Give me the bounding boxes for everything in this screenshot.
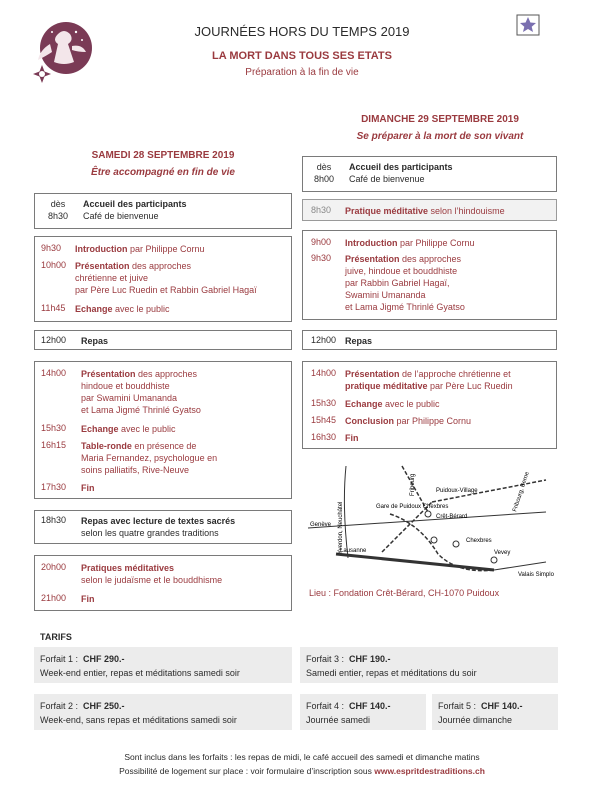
tarif-description: Week-end entier, repas et méditations samedi soir [40, 668, 240, 678]
event-detail: avec le public [112, 304, 170, 314]
event-subtitle: Café de bienvenue [349, 174, 425, 184]
tarif-forfait-2 [34, 694, 292, 730]
saturday-block-lunch [34, 330, 292, 350]
sunday-block-lunch [302, 330, 557, 350]
tarif-label: Forfait 2 : [40, 701, 79, 711]
map-label-cret: Crêt-Bérard [436, 514, 468, 520]
saturday-block-dinner [34, 510, 292, 544]
event-title: Pratique méditative [345, 206, 429, 216]
sunday-block-morning [302, 230, 557, 320]
event-title: Echange [81, 424, 119, 434]
event-title: Accueil des participants [83, 199, 187, 209]
tarif-price: CHF 140.- [349, 701, 391, 711]
event-detail: hindoue et bouddhiste [81, 381, 170, 391]
time-label: 15h45 [311, 415, 337, 425]
event-title: Présentation [345, 254, 400, 264]
location-map [306, 462, 554, 582]
sunday-theme: Se préparer à la mort de son vivant [356, 131, 524, 142]
time-label: 14h00 [311, 368, 337, 378]
time-label: 14h00 [41, 368, 67, 378]
event-title: Fin [81, 483, 95, 493]
time-label: dès [50, 199, 66, 209]
saturday-block-evening [34, 555, 292, 611]
event-detail: des approches [135, 369, 198, 379]
map-label-valais: Valais Simplon [518, 572, 554, 578]
event-title: Présentation [345, 369, 400, 379]
event-detail: par Swamini Umananda [81, 393, 178, 403]
time-label: 18h30 [41, 515, 67, 525]
sunday-date: DIMANCHE 29 SEPTEMBRE 2019 [361, 114, 519, 125]
time-label: 17h30 [41, 482, 67, 492]
event-title: Introduction [345, 238, 398, 248]
time-label: 8h00 [313, 174, 335, 184]
tarif-forfait-3 [300, 647, 558, 683]
event-title: Repas [81, 336, 109, 346]
map-label-yverdon: Yverdon, Neuchâtel [338, 501, 344, 554]
page-title: JOURNÉES HORS DU TEMPS 2019 [194, 24, 410, 39]
event-detail: par Père Luc Ruedin et Rabbin Gabriel Hagaï [75, 285, 257, 295]
map-label-geneve: Genève [310, 522, 332, 528]
event-detail: des approches [129, 261, 192, 271]
page-subtitle: LA MORT DANS TOUS SES ETATS [212, 50, 392, 62]
event-detail: et Lama Jigmé Thrinlé Gyatso [81, 405, 201, 415]
map-label-lausanne: Lausanne [340, 548, 367, 554]
event-title: Conclusion [345, 416, 394, 426]
event-title: pratique méditative [345, 381, 428, 391]
event-detail: et Lama Jigmé Thrinlé Gyatso [345, 302, 465, 312]
time-label: 8h30 [47, 211, 69, 221]
event-detail: Swamini Umananda [345, 290, 426, 300]
map-label-fribourg: Fribourg [410, 473, 416, 496]
tarif-label: Forfait 4 : [306, 701, 345, 711]
tarif-price: CHF 290.- [83, 654, 125, 664]
event-detail: par Père Luc Ruedin [427, 381, 513, 391]
map-label-vevey: Vevey [494, 550, 511, 556]
tarif-description: Samedi entier, repas et méditations du soir [306, 668, 477, 678]
footer-lodging-text: Possibilité de logement sur place : voir formulaire d’inscription sous [119, 766, 375, 776]
time-label: 21h00 [41, 593, 67, 603]
footer-note: Sont inclus dans les forfaits : les repas de midi, le café accueil des samedi et dimanche matins [124, 752, 480, 762]
event-title: Repas avec lecture de textes sacrés [81, 516, 236, 526]
time-label: dès [316, 162, 332, 172]
time-label: 12h00 [311, 335, 337, 345]
time-label: 12h00 [41, 335, 67, 345]
time-label: 9h30 [41, 243, 62, 253]
event-detail: avec le public [382, 399, 440, 409]
time-label: 16h30 [311, 432, 337, 442]
tarifs-heading: TARIFS [40, 632, 72, 642]
map-label-puidoux-village: Puidoux-Village [436, 488, 478, 494]
time-label: 8h30 [311, 205, 332, 215]
event-title: Accueil des participants [349, 162, 453, 172]
time-label: 9h30 [311, 253, 332, 263]
tarif-label: Forfait 3 : [306, 654, 345, 664]
event-detail: Maria Fernandez, psychologue en [81, 453, 218, 463]
event-title: Fin [81, 594, 95, 604]
time-label: 9h00 [311, 237, 332, 247]
time-label: 20h00 [41, 562, 67, 572]
event-detail: en présence de [131, 441, 197, 451]
event-detail: par Rabbin Gabriel Hagaï, [345, 278, 450, 288]
time-label: 15h30 [311, 398, 337, 408]
event-title: Introduction [75, 244, 128, 254]
saturday-theme: Être accompagné en fin de vie [91, 167, 235, 178]
event-detail: par Philippe Cornu [394, 416, 472, 426]
tarif-description: Week-end, sans repas et méditations samedi soir [40, 715, 237, 725]
page-tagline: Préparation à la fin de vie [245, 67, 359, 78]
time-label: 10h00 [41, 260, 67, 270]
event-title: Echange [75, 304, 113, 314]
saturday-block-afternoon [34, 361, 292, 499]
sunday-block-afternoon [302, 361, 557, 449]
tarif-description: Journée samedi [306, 715, 371, 725]
event-title: Table-ronde [81, 441, 132, 451]
event-title: Repas [345, 336, 373, 346]
tarif-forfait-4 [300, 694, 426, 730]
event-detail: juive, hindoue et bouddhiste [345, 266, 458, 276]
tarif-price: CHF 190.- [349, 654, 391, 664]
footer-lodging [0, 766, 604, 776]
tarif-description: Journée dimanche [438, 715, 513, 725]
event-title: Présentation [81, 369, 136, 379]
event-detail: de l’approche chrétienne et [399, 369, 511, 379]
time-label: 11h45 [41, 303, 66, 313]
event-title: Fin [345, 433, 359, 443]
event-detail: des approches [399, 254, 462, 264]
event-detail: avec le public [118, 424, 176, 434]
tarif-forfait-1 [34, 647, 292, 683]
saturday-date: SAMEDI 28 SEPTEMBRE 2019 [91, 150, 235, 161]
event-detail: selon le judaïsme et le bouddhisme [81, 575, 223, 585]
website-link[interactable]: www.espritdestraditions.ch [374, 766, 485, 776]
tarif-price: CHF 140.- [481, 701, 523, 711]
saturday-block-welcome [34, 193, 292, 229]
tarif-label: Forfait 1 : [40, 654, 79, 664]
event-detail: par Philippe Cornu [397, 238, 475, 248]
event-detail: soins palliatifs, Rive-Neuve [81, 465, 190, 475]
map-label-fribourg-berne: Fribourg, Berne [512, 471, 531, 513]
saturday-block-morning [34, 236, 292, 322]
sunday-block-welcome [302, 156, 557, 192]
event-detail: selon l’hindouisme [428, 206, 505, 216]
sunday-block-meditation [302, 199, 557, 221]
time-label: 16h15 [41, 440, 67, 450]
map-label-chexbres: Chexbres [466, 538, 492, 544]
event-subtitle: Café de bienvenue [83, 211, 159, 221]
tarif-forfait-5 [432, 694, 558, 730]
event-title: Echange [345, 399, 383, 409]
event-title: Présentation [75, 261, 130, 271]
map-label-gare: Gare de Puidoux Chexbres [376, 504, 449, 510]
tarif-label: Forfait 5 : [438, 701, 477, 711]
event-detail: par Philippe Cornu [127, 244, 205, 254]
event-title: Pratiques méditatives [81, 563, 175, 573]
time-label: 15h30 [41, 423, 67, 433]
tarif-price: CHF 250.- [83, 701, 125, 711]
location-text: Lieu : Fondation Crêt-Bérard, CH-1070 Puidoux [309, 588, 500, 598]
event-subtitle: selon les quatre grandes traditions [81, 528, 219, 538]
event-detail: chrétienne et juive [75, 273, 149, 283]
